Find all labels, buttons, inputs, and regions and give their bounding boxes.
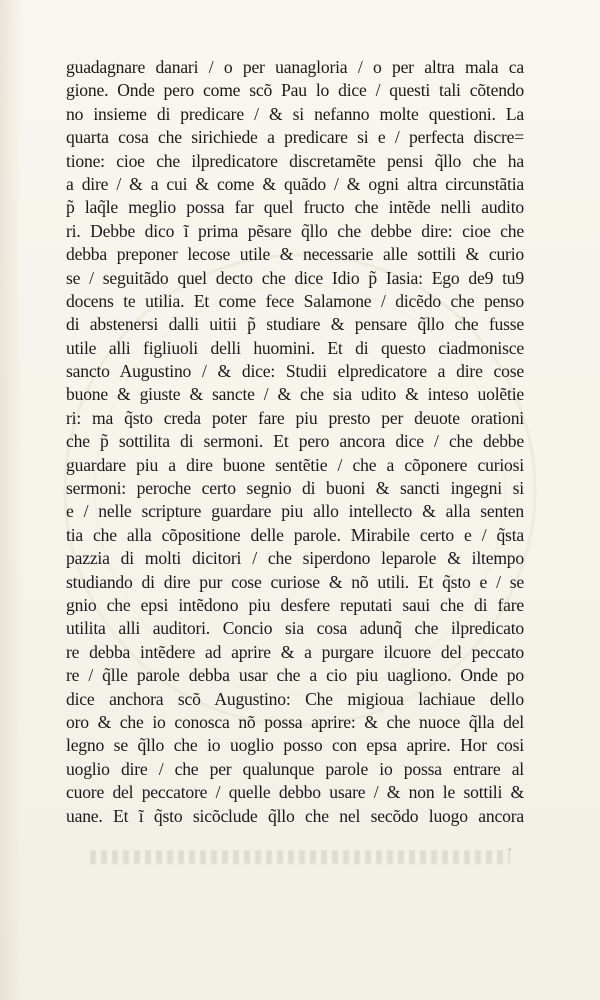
text-line: utilita alli auditori. Concio sia cosa adunq̃ che ilpredicato [66, 618, 524, 639]
text-line: buone & giuste & sancte / & che sia udito & inteso uolẽtie [66, 384, 524, 405]
text-line: docens te utilia. Et come fece Salamone / dicẽdo che penso [66, 290, 524, 311]
text-line: quarta cosa che sirichiede a predicare si e / perfecta discre= [66, 127, 524, 148]
text-line: tia che alla cõpositione delle parole. Mirabile certo e / q̃sta [66, 524, 524, 545]
text-line: debba preponer lecose utile & necessarie alle sottili & curio [66, 244, 524, 265]
text-line: e / nelle scripture guardare piu allo intellecto & alla senten [66, 501, 524, 522]
text-line: ri. Debbe dico ĩ prima pẽsare q̃llo che debbe dire: cioe che [66, 220, 524, 241]
text-line: utile alli figliuoli delli huomini. Et di questo ciadmonisce [66, 337, 524, 358]
show-through-text [90, 850, 510, 864]
text-line: ri: ma q̃sto creda poter fare piu presto per deuote orationi [66, 407, 524, 428]
text-line: legno se q̃llo che io uoglio posso con epsa aprire. Hor cosi [66, 735, 524, 756]
text-line: sermoni: peroche certo segnio di buoni & sancti ingegni si [66, 478, 524, 499]
text-line: tione: cioe che ilpredicatore discretamẽte pensi q̃llo che ha [66, 150, 524, 171]
text-line: che p̃ sottilita di sermoni. Et pero ancora dice / che debbe [66, 431, 524, 452]
text-line: p̃ laq̃le meglio possa far quel fructo che intẽde nelli audito [66, 197, 524, 218]
text-line: a dire / & a cui & come & quãdo / & ogni altra circunstãtia [66, 173, 524, 194]
text-line: dice anchora scõ Augustino: Che migioua lachiaue dello [66, 688, 524, 709]
text-column [66, 56, 524, 828]
text-line: se / seguitãdo quel decto che dice Idio p̃ Iasia: Ego de9 tu9 [66, 267, 524, 288]
text-line: re debba intẽdere ad aprire & a purgare ilcuore del peccato [66, 641, 524, 662]
page-edge-shading [0, 0, 22, 1000]
text-line: uoglio dire / che per qualunque parole io possa entrare al [66, 758, 524, 779]
text-line: gnio che epsi intẽdono piu desfere reputati saui che di fare [66, 594, 524, 615]
text-line: studiando di dire pur cose curiose & nõ utili. Et q̃sto e / se [66, 571, 524, 592]
text-line: re / q̃lle parole debba usar che a cio piu uagliono. Onde po [66, 665, 524, 686]
text-line: cuore del peccatore / quelle debbo usare / & non le sottili & [66, 782, 524, 803]
text-line: uane. Et ĩ q̃sto sicõclude q̃llo che nel secõdo luogo ancora [66, 805, 524, 826]
signature-mark: • [508, 844, 512, 856]
text-line: no insieme di predicare / & si nefanno molte questioni. La [66, 103, 524, 124]
text-line: gione. Onde pero come scõ Pau lo dice / questi tali cõtendo [66, 80, 524, 101]
text-line: pazzia di molti dicitori / che siperdono leparole & iltempo [66, 548, 524, 569]
text-line: oro & che io conosca nõ possa aprire: & che nuoce q̃lla del [66, 711, 524, 732]
text-line: di abstenersi dalli uitii p̃ studiare & pensare q̃llo che fusse [66, 314, 524, 335]
text-line: sancto Augustino / & dice: Studii elpredicatore a dire cose [66, 361, 524, 382]
text-line: guardare piu a dire buone sentẽtie / che a cõponere curiosi [66, 454, 524, 475]
text-line: guadagnare danari / o per uanagloria / o per altra mala ca [66, 57, 524, 77]
